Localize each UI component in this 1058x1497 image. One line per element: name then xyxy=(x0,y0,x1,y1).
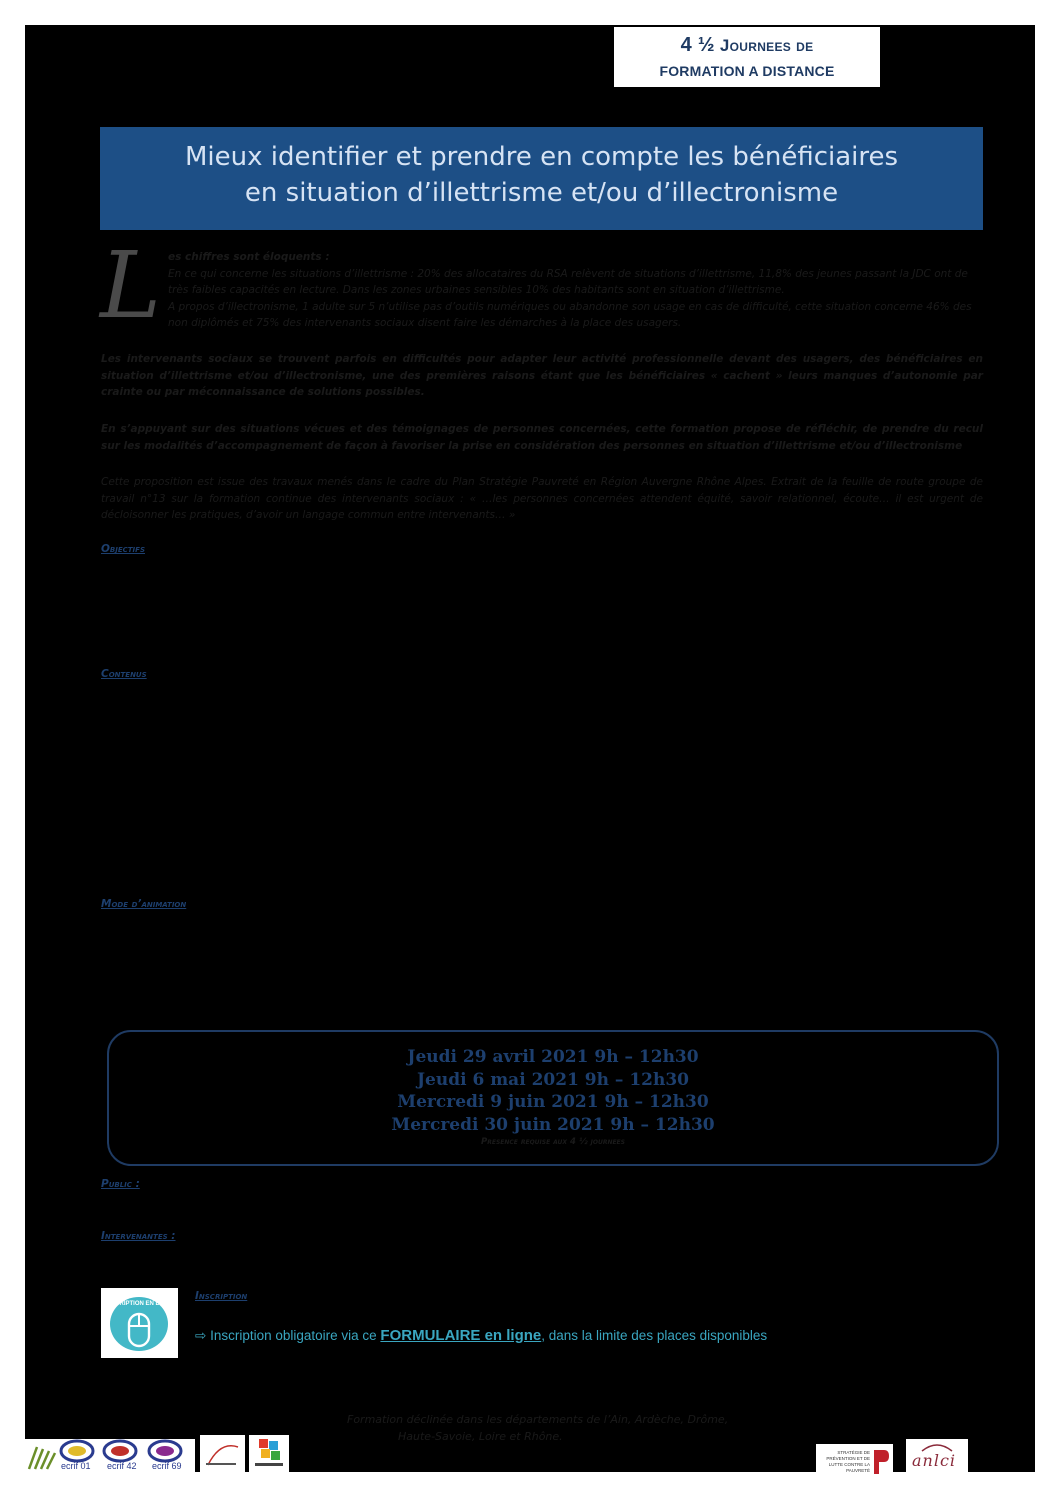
paragraph-origine: Cette proposition est issue des travaux menés dans le cadre du Plan Stratégie Pauvreté en Région Auvergne Rhône Alpes. Extrait de la feuille de route groupe de travail n°13 sur la formation continue des intervenants sociaux : « …les personnes concernées attendent équité, savoir relationnel, écoute… il est urgent de décloisonner les pratiques, d’avoir un langage commun entre intervenants… » xyxy=(101,476,983,522)
paragraph-formation: En s’appuyant sur des situations vécues et des témoignages de personnes concernées, cette formation propose de réfléchir, de prendre du recul sur les modalités d’accompagnement de façon à favoriser la prise en considération des personnes en situation d’illettrisme et/ou d’illectronisme xyxy=(101,423,983,452)
footer-note xyxy=(300,1411,780,1445)
intro-illettrisme: En ce qui concerne les situations d’illettrisme : 20% des allocataires du RSA relèvent de situations d’illettrisme, 11,8% des jeunes passant la JDC ont de très faibles capacités en lecture. Dans les zones urbaines sensibles 10% des habitants sont en situation d’illettrisme. xyxy=(168,267,968,297)
intro-lead: es chiffres sont éloquents : xyxy=(168,251,330,263)
strategie-pauvrete-logo xyxy=(816,1444,893,1480)
drop-cap: L xyxy=(100,232,162,339)
date-4: Mercredi 30 juin 2021 9h – 12h30 xyxy=(391,1114,715,1135)
registration-prefix: Inscription obligatoire via ce xyxy=(210,1328,381,1343)
date-3: Mercredi 9 juin 2021 9h – 12h30 xyxy=(397,1092,709,1112)
ecrif-01: ecrif 01 xyxy=(61,1461,91,1471)
partner-logo-1-mark xyxy=(200,1435,245,1472)
online-registration-icon[interactable] xyxy=(101,1288,178,1358)
dates-box xyxy=(107,1030,999,1166)
ecrif-logos xyxy=(25,1439,195,1472)
registration-line xyxy=(195,1327,767,1344)
ecrif-69: ecrif 69 xyxy=(152,1461,182,1471)
registration-form-link[interactable]: FORMULAIRE en ligne xyxy=(380,1327,542,1344)
badge-number: 4 ½ xyxy=(680,34,715,56)
format-badge xyxy=(614,27,880,87)
intro-illectronisme: A propos d’illectronisme, 1 adulte sur 5 n’utilise pas d’outils numériques ou abandonne son usage en cas de difficulté, cette situation concerne 46% des non diplômés et 75% des intervenants sociaux disent faire les démarches à la place des usagers. xyxy=(168,300,972,330)
footer-line-2: Haute-Savoie, Loire et Rhône. xyxy=(398,1430,563,1443)
mouse-icon xyxy=(126,1312,152,1348)
partner-logo-2-mark xyxy=(249,1435,289,1472)
arrow-icon: ⇨ xyxy=(195,1328,207,1343)
title-banner xyxy=(100,127,983,230)
anlci-text: anlci xyxy=(912,1451,957,1470)
section-contenus: Contenus xyxy=(101,668,147,680)
footer-line-1: Formation déclinée dans les départements de l’Ain, Ardèche, Drôme, xyxy=(347,1413,729,1426)
badge-line1: Journees de xyxy=(719,36,814,55)
section-public: Public : xyxy=(101,1178,140,1190)
anlci-logo xyxy=(906,1439,968,1472)
intro-block xyxy=(168,249,983,332)
section-inscription: Inscription xyxy=(195,1290,248,1302)
date-2: Jeudi 6 mai 2021 9h – 12h30 xyxy=(416,1069,690,1090)
partner-logo-1 xyxy=(200,1435,245,1472)
section-mode-animation: Mode d’animation xyxy=(101,898,187,910)
registration-icon-text: INSCRIPTION EN LIGNE xyxy=(105,1301,174,1307)
strategie-pauvrete-text: STRATÉGIE DE PRÉVENTION ET DE LUTTE CONTRE LA PAUVRETÉ xyxy=(826,1450,870,1473)
ecrif-42: ecrif 42 xyxy=(107,1461,137,1471)
strategie-pauvrete-mark xyxy=(872,1448,890,1476)
badge-line2: FORMATION A DISTANCE xyxy=(659,63,835,79)
section-objectifs: Objectifs xyxy=(101,543,145,555)
attendance-note: Presence requise aux 4 ½ journees xyxy=(481,1137,625,1147)
date-1: Jeudi 29 avril 2021 9h – 12h30 xyxy=(407,1047,699,1067)
paragraph-difficultes: Les intervenants sociaux se trouvent parfois en difficultés pour adapter leur activité professionnelle devant des usagers, des bénéficiaires en situation d’illettrisme et/ou d’illectronisme, une des premières raisons étant que les bénéficiaires « cachent » leurs manques d’autonomie par crainte ou par méconnaissance de solutions possibles. xyxy=(101,353,983,399)
title-line-2: en situation d’illettrisme et/ou d’illectronisme xyxy=(244,178,839,208)
partner-logo-2 xyxy=(249,1435,289,1472)
section-intervenantes: Intervenantes : xyxy=(101,1230,176,1242)
title-line-1: Mieux identifier et prendre en compte les bénéficiaires xyxy=(184,142,899,172)
page-background xyxy=(25,25,1035,1472)
registration-suffix: , dans la limite des places disponibles xyxy=(541,1328,768,1343)
